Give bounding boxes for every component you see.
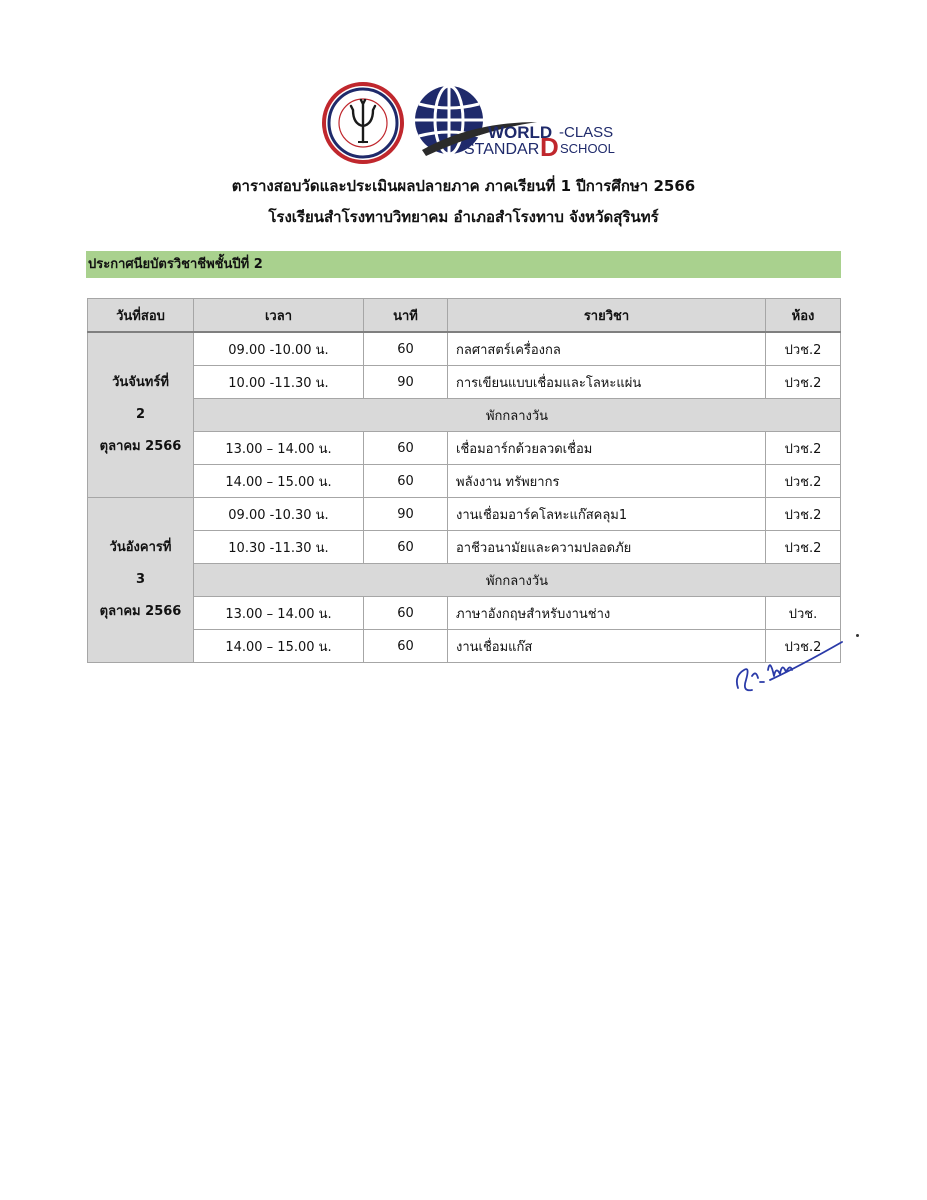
minutes-cell: 60 bbox=[364, 332, 448, 366]
time-cell: 14.00 – 15.00 น. bbox=[194, 630, 364, 663]
room-cell: ปวช.2 bbox=[766, 531, 841, 564]
table-row bbox=[88, 432, 841, 465]
table-row bbox=[88, 366, 841, 399]
day-name: วันจันทร์ที่ bbox=[112, 375, 169, 390]
day-name: วันอังคารที่ bbox=[109, 540, 172, 555]
minutes-cell: 90 bbox=[364, 366, 448, 399]
col-header-date: วันที่สอบ bbox=[88, 299, 194, 333]
lunch-break-label: พักกลางวัน bbox=[194, 399, 841, 432]
minutes-cell: 60 bbox=[364, 531, 448, 564]
lunch-break-row bbox=[88, 399, 841, 432]
col-header-minutes: นาที bbox=[364, 299, 448, 333]
time-cell: 13.00 – 14.00 น. bbox=[194, 597, 364, 630]
subject-cell: การเขียนแบบเชื่อมและโลหะแผ่น bbox=[448, 366, 766, 399]
exam-schedule-table bbox=[87, 298, 841, 663]
school-name: โรงเรียนสำโรงทาบวิทยาคม อำเภอสำโรงทาบ จังหวัดสุรินทร์ bbox=[268, 208, 659, 226]
svg-text:D: D bbox=[540, 132, 559, 162]
svg-text:WORLD: WORLD bbox=[488, 123, 553, 142]
table-row bbox=[88, 630, 841, 663]
time-cell: 10.30 -11.30 น. bbox=[194, 531, 364, 564]
handwritten-signature bbox=[730, 636, 845, 698]
room-cell: ปวช. bbox=[766, 597, 841, 630]
lunch-break-label: พักกลางวัน bbox=[194, 564, 841, 597]
world-class-globe-logo bbox=[415, 86, 615, 162]
exam-title: ตารางสอบวัดและประเมินผลปลายภาค ภาคเรียนที่ 1 ปีการศึกษา 2566 bbox=[231, 177, 696, 195]
time-cell: 13.00 – 14.00 น. bbox=[194, 432, 364, 465]
day-cell-tuesday bbox=[88, 498, 194, 663]
lunch-break-row bbox=[88, 564, 841, 597]
room-cell: ปวช.2 bbox=[766, 465, 841, 498]
table-row bbox=[88, 332, 841, 366]
subject-cell: ภาษาอังกฤษสำหรับงานช่าง bbox=[448, 597, 766, 630]
room-cell: ปวช.2 bbox=[766, 332, 841, 366]
time-cell: 10.00 -11.30 น. bbox=[194, 366, 364, 399]
table-row bbox=[88, 465, 841, 498]
day-number: 2 bbox=[135, 407, 146, 422]
table-row bbox=[88, 498, 841, 531]
program-banner: ประกาศนียบัตรวิชาชีพชั้นปีที่ 2 bbox=[86, 251, 841, 278]
table-row bbox=[88, 531, 841, 564]
col-header-room: ห้อง bbox=[766, 299, 841, 333]
day-month-year: ตุลาคม 2566 bbox=[99, 604, 182, 619]
subject-cell: งานเชื่อมแก๊ส bbox=[448, 630, 766, 663]
col-header-time: เวลา bbox=[194, 299, 364, 333]
school-seal-logo bbox=[324, 84, 402, 162]
subject-cell: พลังงาน ทรัพยากร bbox=[448, 465, 766, 498]
stray-dot bbox=[856, 634, 859, 637]
logo-group bbox=[322, 82, 632, 164]
school-logos bbox=[322, 82, 632, 164]
day-number: 3 bbox=[135, 572, 146, 587]
header-row bbox=[88, 299, 841, 333]
minutes-cell: 60 bbox=[364, 597, 448, 630]
table-row bbox=[88, 597, 841, 630]
svg-text:SCHOOL: SCHOOL bbox=[560, 141, 615, 156]
minutes-cell: 60 bbox=[364, 630, 448, 663]
room-cell: ปวช.2 bbox=[766, 366, 841, 399]
time-cell: 09.00 -10.00 น. bbox=[194, 332, 364, 366]
day-month-year: ตุลาคม 2566 bbox=[99, 439, 182, 454]
time-cell: 14.00 – 15.00 น. bbox=[194, 465, 364, 498]
subject-cell: อาชีวอนามัยและความปลอดภัย bbox=[448, 531, 766, 564]
minutes-cell: 60 bbox=[364, 432, 448, 465]
room-cell: ปวช.2 bbox=[766, 498, 841, 531]
minutes-cell: 60 bbox=[364, 465, 448, 498]
subject-cell: เชื่อมอาร์กด้วยลวดเชื่อม bbox=[448, 432, 766, 465]
subject-cell: กลศาสตร์เครื่องกล bbox=[448, 332, 766, 366]
col-header-subject: รายวิชา bbox=[448, 299, 766, 333]
svg-text:-CLASS: -CLASS bbox=[559, 124, 614, 141]
minutes-cell: 90 bbox=[364, 498, 448, 531]
svg-text:STANDAR: STANDAR bbox=[464, 141, 540, 158]
room-cell: ปวช.2 bbox=[766, 432, 841, 465]
time-cell: 09.00 -10.30 น. bbox=[194, 498, 364, 531]
room-cell: ปวช.2 bbox=[766, 630, 841, 663]
subject-cell: งานเชื่อมอาร์คโลหะแก๊สคลุม1 bbox=[448, 498, 766, 531]
day-cell-monday bbox=[88, 332, 194, 498]
